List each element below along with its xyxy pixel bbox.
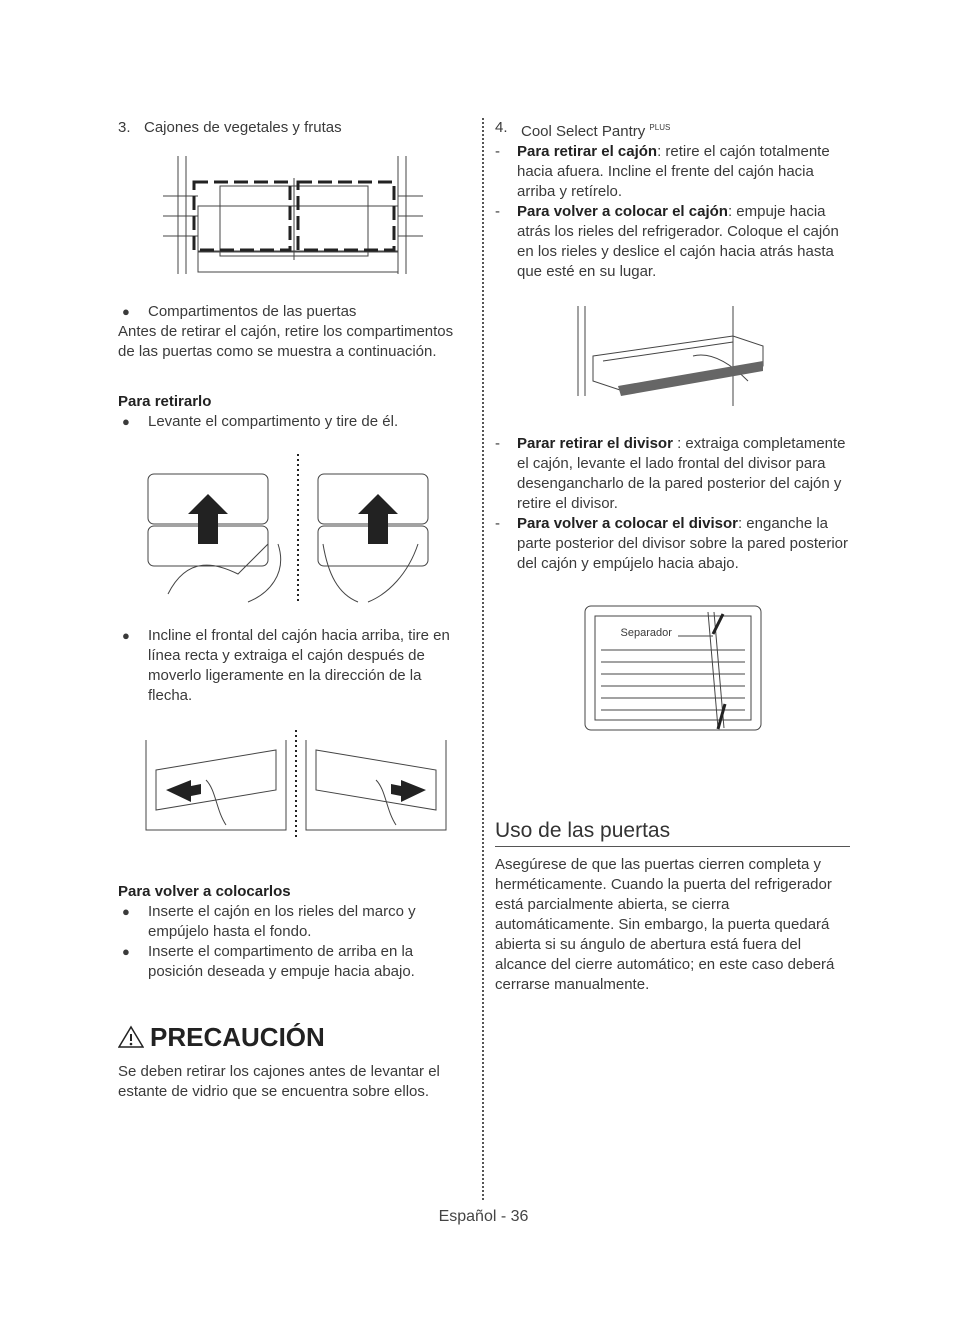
dash-item-bold: Para volver a colocar el divisor bbox=[517, 515, 738, 532]
dash-glyph: - bbox=[495, 435, 500, 452]
section-text: Asegúrese de que las puertas cierren completa y herméticamente. Cuando la puerta del refrigerador está parcialmente abierta, se cierra automáticamente. Sin embargo, la puerta quedará abierta si su ángulo de abertura está fuera del alcance del cierre automático; en este caso deberá cerrarse manualmente. bbox=[495, 856, 835, 993]
dash-item-text: : enganche la parte posterior del divisor sobre la pared posterior del cajón y empújelo hacia abajo. bbox=[517, 515, 849, 572]
right-column bbox=[495, 118, 850, 995]
item-3-heading bbox=[118, 118, 468, 138]
item-number: 4. bbox=[495, 119, 508, 136]
dash-glyph: - bbox=[495, 515, 500, 532]
section-title: Uso de las puertas bbox=[495, 818, 850, 847]
dash-item-bold: Parar retirar el divisor bbox=[517, 435, 673, 452]
item-4-heading bbox=[495, 118, 850, 142]
caution-title: PRECAUCIÓN bbox=[150, 1022, 325, 1052]
tilt-bullet bbox=[118, 626, 468, 706]
dash-item-bold: Para volver a colocar el cajón bbox=[517, 203, 728, 220]
bullet-dot: ● bbox=[122, 904, 130, 919]
bullet-dot: ● bbox=[122, 628, 130, 643]
bullet-text: Levante el compartimento y tire de él. bbox=[148, 413, 399, 430]
bullet-dot: ● bbox=[122, 414, 130, 429]
item-number: 3. bbox=[118, 119, 131, 136]
lift-compartment-illustration bbox=[138, 454, 438, 604]
dash-item-replace-divider bbox=[495, 514, 850, 574]
replace-bullet-2 bbox=[118, 942, 468, 982]
bullet-dot: ● bbox=[122, 944, 130, 959]
bullet-text: Compartimentos de las puertas bbox=[148, 303, 357, 320]
pantry-drawer-illustration bbox=[573, 306, 773, 406]
dash-item-text: : extraiga completamente el cajón, levante el lado frontal del divisor para desengancharlo de la pared posterior del cajón y retire el divisor. bbox=[517, 435, 846, 512]
page-footer: Español - 36 bbox=[438, 1208, 529, 1225]
column-divider bbox=[482, 118, 484, 1200]
drawer-separator-illustration bbox=[583, 604, 763, 734]
replace-heading: Para volver a colocarlos bbox=[118, 883, 291, 900]
dash-item-text: : empuje hacia atrás los rieles del refrigerador. Coloque el cajón en los rieles y deslice el cajón hacia atrás hasta que esté en su lugar. bbox=[517, 203, 839, 280]
bullet-text: Inserte el cajón en los rieles del marco y empújelo hasta el fondo. bbox=[148, 903, 416, 940]
door-compartments-paragraph: Antes de retirar el cajón, retire los compartimentos de las puertas como se muestra a continuación. bbox=[118, 323, 454, 360]
remove-bullet bbox=[118, 412, 468, 432]
tilt-drawer-illustration bbox=[136, 730, 456, 840]
vegetable-drawers-illustration bbox=[158, 156, 428, 276]
caution-heading bbox=[118, 1022, 468, 1052]
warning-triangle-icon bbox=[118, 1025, 144, 1049]
bullet-text: Incline el frontal del cajón hacia arriba, tire en línea recta y extraiga el cajón después de moverlo ligeramente en la dirección de la flecha. bbox=[148, 627, 450, 704]
separator-label: Separador bbox=[620, 627, 672, 639]
door-compartments-bullet bbox=[118, 302, 468, 322]
bullet-text: Inserte el compartimento de arriba en la posición deseada y empuje hacia abajo. bbox=[148, 943, 415, 980]
replace-bullet-1 bbox=[118, 902, 468, 942]
dash-glyph: - bbox=[495, 203, 500, 220]
dash-item-remove-divider bbox=[495, 434, 850, 514]
dash-glyph: - bbox=[495, 143, 500, 160]
caution-text: Se deben retirar los cajones antes de levantar el estante de vidrio que se encuentra sobre ellos. bbox=[118, 1063, 440, 1100]
dash-item-text: : retire el cajón totalmente hacia afuera. Incline el frente del cajón hacia arriba y retírelo. bbox=[517, 143, 830, 200]
item-title: Cool Select Pantry bbox=[521, 123, 646, 140]
separator-figure bbox=[583, 604, 763, 734]
item-title-superscript: PLUS bbox=[649, 123, 671, 132]
dash-item-replace-drawer bbox=[495, 202, 850, 282]
left-column bbox=[118, 118, 468, 1102]
dash-item-remove-drawer bbox=[495, 142, 850, 202]
dash-item-bold: Para retirar el cajón bbox=[517, 143, 658, 160]
bullet-dot: ● bbox=[122, 304, 130, 319]
item-title: Cajones de vegetales y frutas bbox=[144, 119, 342, 136]
remove-heading: Para retirarlo bbox=[118, 393, 212, 410]
